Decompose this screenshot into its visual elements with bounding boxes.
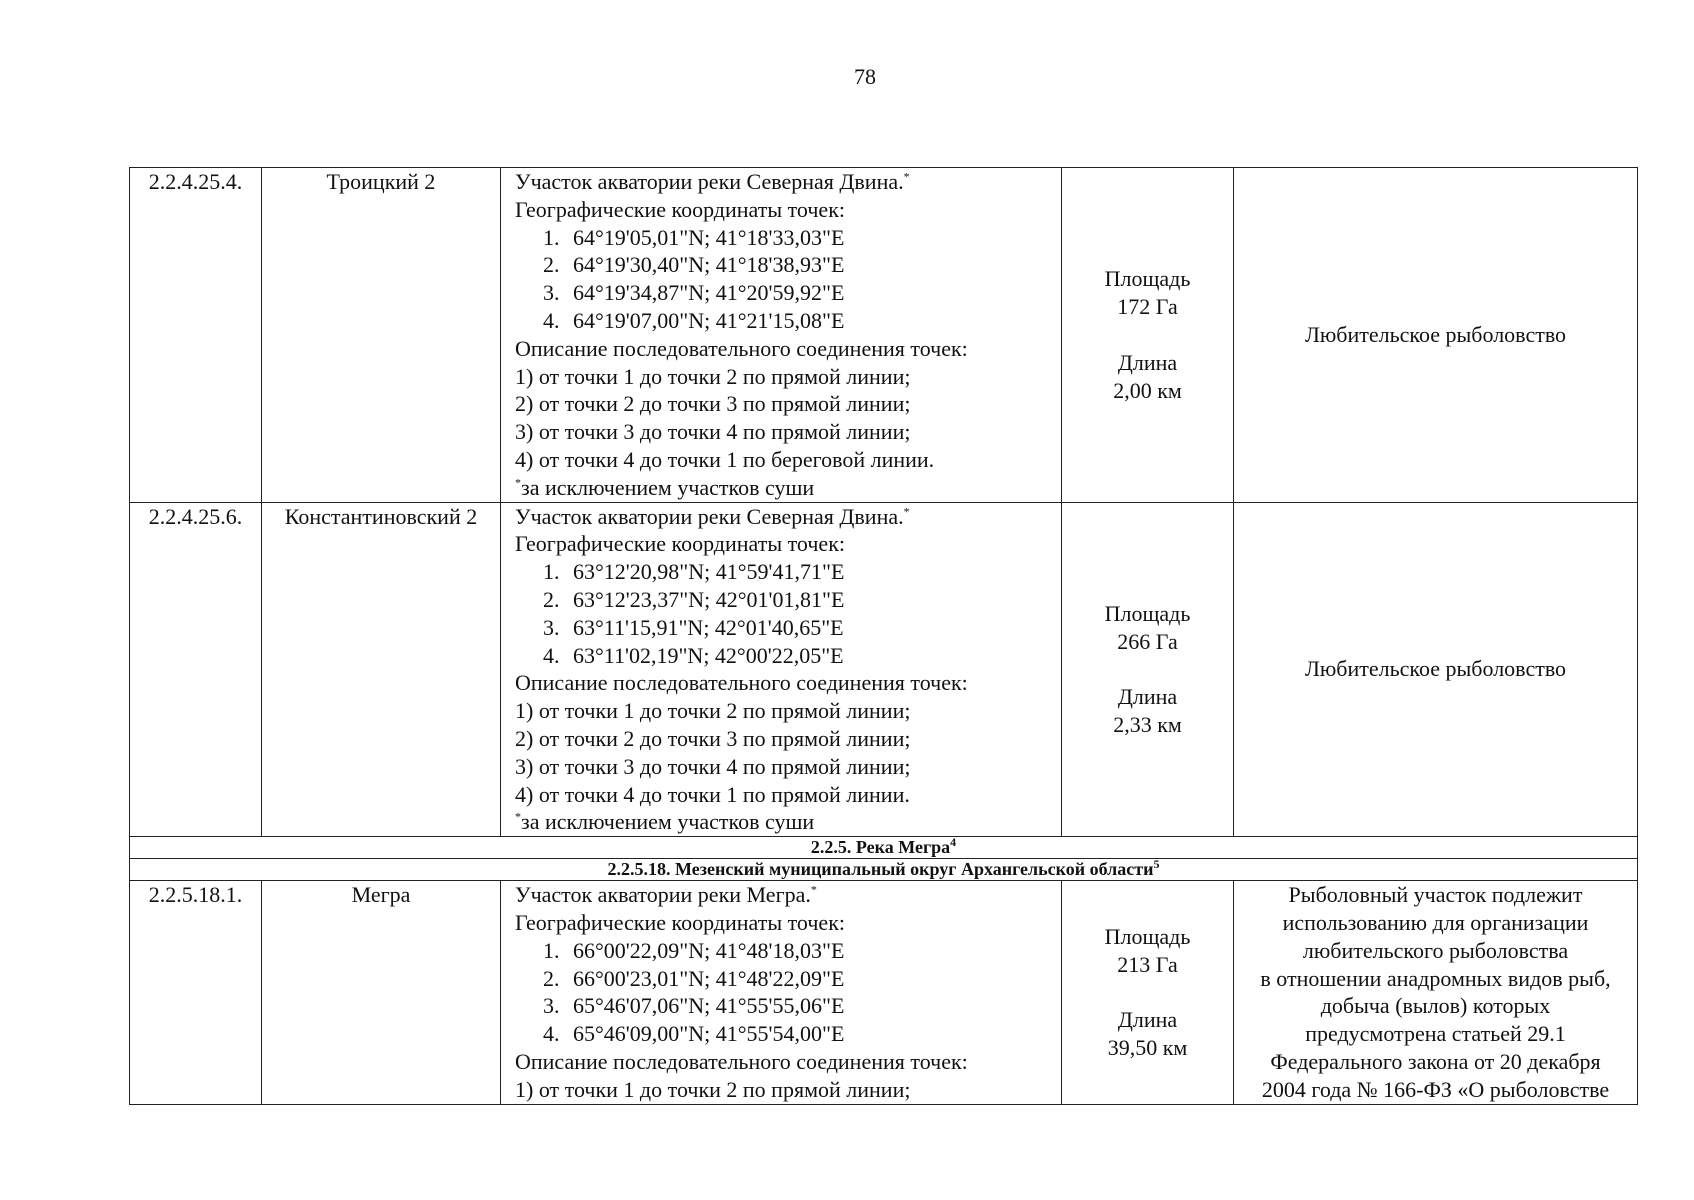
coord-point <box>515 251 1056 279</box>
page-number: 78 <box>854 64 876 89</box>
point-number: 3. <box>543 993 560 1019</box>
coord-point <box>515 224 1056 252</box>
area-description <box>501 168 1062 503</box>
length-label: Длина <box>1117 1007 1178 1033</box>
length-value: 39,50 км <box>1107 1035 1188 1061</box>
area-title: Участок акватории реки Северная Двина. <box>515 169 904 194</box>
row-number: 2.2.5.18.1. <box>130 881 262 1104</box>
area-label: Площадь <box>1104 600 1191 626</box>
usage-line: использованию для организации <box>1282 909 1589 935</box>
point-coords: 64°19'34,87"N; 41°20'59,92"E <box>573 280 845 306</box>
connection-line: 1) от точки 1 до точки 2 по прямой линии; <box>515 1076 911 1102</box>
footnote-mark: * <box>515 475 521 490</box>
coord-point <box>515 307 1056 335</box>
area-name: Троицкий 2 <box>262 168 501 503</box>
connection-line: 1) от точки 1 до точки 2 по прямой линии; <box>515 363 911 389</box>
coord-point <box>515 1020 1056 1048</box>
area-size <box>1062 168 1234 503</box>
table-row <box>130 502 1638 837</box>
area-title: Участок акватории реки Северная Двина. <box>515 503 904 529</box>
section-district-heading <box>130 859 1638 881</box>
point-number: 3. <box>543 280 560 306</box>
usage-line: в отношении анадромных видов рыб, <box>1260 965 1611 991</box>
area-size <box>1062 502 1234 837</box>
connection-line: 3) от точки 3 до точки 4 по прямой линии; <box>515 753 911 779</box>
point-coords: 66°00'22,09"N; 41°48'18,03"E <box>573 937 845 963</box>
usage-line: предусмотрена статьей 29.1 <box>1305 1021 1566 1047</box>
row-number: 2.2.4.25.4. <box>130 168 262 503</box>
area-description <box>501 502 1062 837</box>
footnote-text: за исключением участков суши <box>521 809 815 835</box>
coord-point <box>515 586 1056 614</box>
connection-line: 3) от точки 3 до точки 4 по прямой линии; <box>515 419 911 445</box>
length-value: 2,33 км <box>1113 712 1182 738</box>
point-number: 4. <box>543 307 560 333</box>
section-district-text: 2.2.5.18. Мезенский муниципальный округ Архангельской области <box>607 859 1154 880</box>
point-number: 3. <box>543 614 560 640</box>
connection-line: 4) от точки 4 до точки 1 по береговой линии. <box>515 446 935 472</box>
area-title-line <box>515 881 1056 909</box>
area-title-line <box>515 168 1056 196</box>
point-coords: 64°19'30,40"N; 41°18'38,93"E <box>573 252 845 278</box>
point-number: 2. <box>543 586 560 612</box>
usage-line: Федерального закона от 20 декабря <box>1270 1048 1601 1074</box>
area-value: 172 Га <box>1117 293 1178 319</box>
usage-type <box>1234 881 1638 1104</box>
footnote-text: за исключением участков суши <box>521 474 815 500</box>
area-label: Площадь <box>1104 923 1191 949</box>
area-description <box>501 881 1062 1104</box>
point-coords: 66°00'23,01"N; 41°48'22,09"E <box>573 965 845 991</box>
point-number: 4. <box>543 1021 560 1047</box>
point-number: 2. <box>543 252 560 278</box>
connection-label: Описание последовательного соединения точек: <box>515 335 968 361</box>
usage-line: 2004 года № 166-ФЗ «О рыболовстве <box>1261 1076 1610 1102</box>
row-number: 2.2.4.25.6. <box>130 502 262 837</box>
connection-line: 1) от точки 1 до точки 2 по прямой линии; <box>515 698 911 724</box>
connection-line: 4) от точки 4 до точки 1 по прямой линии. <box>515 781 910 807</box>
area-title: Участок акватории реки Мегра. <box>515 882 811 908</box>
point-coords: 63°11'15,91"N; 42°01'40,65"E <box>573 614 844 640</box>
coord-point <box>515 614 1056 642</box>
usage-line: любительского рыболовства <box>1302 937 1569 963</box>
footnote-mark: 4 <box>950 836 957 850</box>
coord-point <box>515 279 1056 307</box>
section-river-text: 2.2.5. Река Мегра <box>810 837 951 858</box>
usage-type: Любительское рыболовство <box>1234 502 1638 837</box>
connection-line: 2) от точки 2 до точки 3 по прямой линии; <box>515 391 911 417</box>
point-coords: 64°19'07,00"N; 41°21'15,08"E <box>573 307 845 333</box>
point-coords: 65°46'09,00"N; 41°55'54,00"E <box>573 1021 845 1047</box>
section-row <box>130 859 1638 881</box>
coords-label: Географические координаты точек: <box>515 909 845 935</box>
length-value: 2,00 км <box>1113 377 1182 403</box>
point-number: 1. <box>543 224 560 250</box>
coord-point <box>515 992 1056 1020</box>
connection-label: Описание последовательного соединения точек: <box>515 1048 968 1074</box>
length-label: Длина <box>1117 349 1178 375</box>
coord-point <box>515 965 1056 993</box>
area-label: Площадь <box>1104 266 1191 292</box>
point-coords: 63°12'20,98"N; 41°59'41,71"E <box>573 559 845 585</box>
length-label: Длина <box>1117 684 1178 710</box>
point-coords: 64°19'05,01"N; 41°18'33,03"E <box>573 224 845 250</box>
point-number: 1. <box>543 559 560 585</box>
area-name: Константиновский 2 <box>262 502 501 837</box>
coords-label: Географические координаты точек: <box>515 196 845 222</box>
coord-point <box>515 558 1056 586</box>
footnote-mark: * <box>903 504 910 519</box>
coords-label: Географические координаты точек: <box>515 531 845 557</box>
area-size <box>1062 881 1234 1104</box>
usage-line: Рыболовный участок подлежит <box>1288 882 1583 908</box>
footnote-mark: * <box>810 882 817 897</box>
area-title-line <box>515 503 1056 531</box>
table-row <box>130 881 1638 1104</box>
footnote-line <box>515 808 1056 836</box>
footnote-mark: * <box>903 169 910 184</box>
point-number: 1. <box>543 937 560 963</box>
footnote-line <box>515 474 1056 502</box>
area-name: Мегра <box>262 881 501 1104</box>
fishing-areas-table <box>129 167 1638 1105</box>
point-coords: 63°11'02,19"N; 42°00'22,05"E <box>573 642 844 668</box>
point-number: 4. <box>543 642 560 668</box>
point-coords: 63°12'23,37"N; 42°01'01,81"E <box>573 586 845 612</box>
connection-line: 2) от точки 2 до точки 3 по прямой линии; <box>515 725 911 751</box>
table-row <box>130 168 1638 503</box>
section-row <box>130 837 1638 859</box>
point-number: 2. <box>543 965 560 991</box>
area-value: 266 Га <box>1117 628 1178 654</box>
connection-label: Описание последовательного соединения точек: <box>515 670 968 696</box>
section-river-heading <box>130 837 1638 859</box>
usage-line: добыча (вылов) которых <box>1320 993 1551 1019</box>
coord-point <box>515 642 1056 670</box>
coord-point <box>515 937 1056 965</box>
footnote-mark: 5 <box>1153 858 1160 872</box>
usage-type: Любительское рыболовство <box>1234 168 1638 503</box>
point-coords: 65°46'07,06"N; 41°55'55,06"E <box>573 993 845 1019</box>
footnote-mark: * <box>515 810 521 824</box>
area-value: 213 Га <box>1117 951 1178 977</box>
